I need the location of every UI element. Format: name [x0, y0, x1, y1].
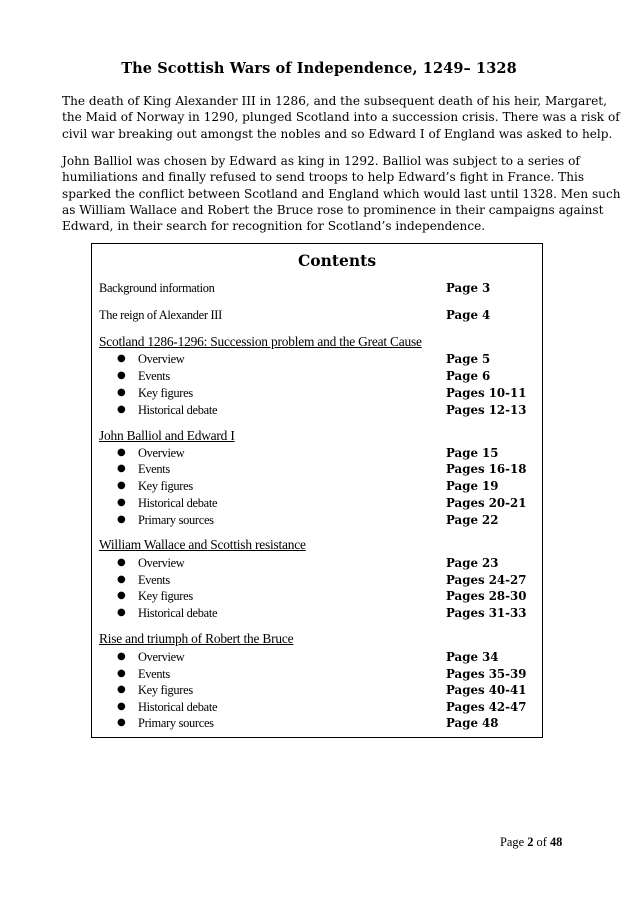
item-page: Pages 31-33	[446, 606, 527, 620]
list-item[interactable]	[92, 402, 542, 418]
list-item[interactable]	[92, 588, 542, 604]
footer-current-page: 2	[527, 835, 534, 849]
paragraph-line: John Balliol was chosen by Edward as king in 1292. Balliol was subject to a series of	[62, 154, 580, 168]
paragraph-line: Edward, in their search for recognition for Scotland’s independence.	[62, 219, 486, 234]
item-page: Pages 40-41	[446, 683, 527, 697]
item-page: Page 34	[446, 650, 499, 664]
item-page: Page 22	[446, 513, 499, 527]
list-item[interactable]	[92, 605, 542, 621]
list-item[interactable]	[92, 385, 542, 401]
item-page: Pages 24-27	[446, 573, 527, 587]
bullet-icon: ●	[117, 651, 126, 662]
item-page: Pages 42-47	[446, 700, 527, 714]
paragraph-line: sparked the conflict between Scotland and England which would last until 1328. Men such	[62, 186, 621, 201]
bullet-icon: ●	[117, 557, 126, 568]
contents-heading: Contents	[297, 251, 377, 270]
list-item[interactable]	[92, 572, 542, 588]
contents-box	[91, 243, 543, 738]
bullet-icon: ●	[117, 514, 126, 525]
list-item[interactable]	[92, 715, 542, 731]
item-label: Overview	[138, 352, 185, 366]
bullet-icon: ●	[117, 463, 126, 474]
list-item[interactable]	[92, 555, 542, 571]
list-item[interactable]	[92, 666, 542, 682]
footer-separator: of	[536, 835, 547, 849]
item-label: Events	[138, 462, 170, 476]
contents-row-page: Page 3	[446, 281, 491, 295]
item-page: Page 6	[446, 369, 491, 383]
bullet-icon: ●	[117, 590, 126, 601]
bullet-icon: ●	[117, 447, 126, 458]
item-label: Overview	[138, 650, 185, 664]
intro-paragraph-2	[62, 153, 621, 234]
list-item[interactable]	[92, 445, 542, 461]
item-label: Historical debate	[138, 496, 218, 510]
item-page: Pages 28-30	[446, 589, 527, 603]
item-label: Primary sources	[138, 513, 214, 527]
paragraph-line: humiliations and finally refused to send troops to help Edward’s fight in France. This	[62, 170, 585, 185]
paragraph-line: The death of King Alexander III in 1286, and the subsequent death of his heir, Margaret,	[62, 94, 607, 108]
list-item[interactable]	[92, 699, 542, 715]
footer-prefix: Page	[500, 835, 525, 849]
list-item[interactable]	[92, 461, 542, 477]
section-title-bruce[interactable]: Rise and triumph of Robert the Bruce	[99, 631, 294, 646]
bullet-icon: ●	[117, 370, 126, 381]
footer-total-pages: 48	[549, 835, 563, 849]
page-footer	[500, 835, 562, 850]
item-label: Key figures	[138, 386, 193, 400]
bullet-icon: ●	[117, 668, 126, 679]
item-page: Page 15	[446, 446, 499, 460]
contents-row-page: Page 4	[446, 308, 491, 322]
bullet-icon: ●	[117, 701, 126, 712]
item-page: Page 5	[446, 352, 491, 366]
item-label: Key figures	[138, 479, 193, 493]
item-label: Events	[138, 369, 170, 383]
item-label: Historical debate	[138, 606, 218, 620]
list-item[interactable]	[92, 478, 542, 494]
item-page: Pages 20-21	[446, 496, 527, 510]
contents-row-label: Background information	[99, 281, 215, 295]
paragraph-line: the Maid of Norway in 1290, plunged Scotland into a succession crisis. There was a risk of	[62, 110, 620, 125]
list-item[interactable]	[92, 512, 542, 528]
item-page: Pages 10-11	[446, 386, 527, 400]
contents-row-reign[interactable]	[92, 307, 542, 323]
list-item[interactable]	[92, 351, 542, 367]
item-label: Overview	[138, 556, 185, 570]
item-page: Pages 16-18	[446, 462, 527, 476]
list-item[interactable]	[92, 368, 542, 384]
bullet-icon: ●	[117, 717, 126, 728]
item-label: Events	[138, 667, 170, 681]
intro-paragraph-1	[62, 93, 620, 142]
paragraph-line: as William Wallace and Robert the Bruce rose to prominence in their campaigns against	[62, 202, 604, 217]
contents-row-label: The reign of Alexander III	[99, 308, 222, 322]
item-label: Key figures	[138, 683, 193, 697]
bullet-icon: ●	[117, 574, 126, 585]
item-page: Page 48	[446, 716, 499, 730]
list-item[interactable]	[92, 682, 542, 698]
item-label: Key figures	[138, 589, 193, 603]
bullet-icon: ●	[117, 480, 126, 491]
document-title: The Scottish Wars of Independence, 1249– 1328	[121, 60, 517, 77]
bullet-icon: ●	[117, 497, 126, 508]
item-page: Page 19	[446, 479, 499, 493]
list-item[interactable]	[92, 495, 542, 511]
item-label: Historical debate	[138, 403, 218, 417]
paragraph-line: civil war breaking out amongst the nobles and so Edward I of England was asked to help.	[62, 126, 613, 141]
item-label: Historical debate	[138, 700, 218, 714]
list-item[interactable]	[92, 649, 542, 665]
item-page: Pages 12-13	[446, 403, 527, 417]
item-label: Events	[138, 573, 170, 587]
section-title-wallace[interactable]: William Wallace and Scottish resistance	[99, 537, 306, 552]
bullet-icon: ●	[117, 684, 126, 695]
section-title-succession[interactable]: Scotland 1286-1296: Succession problem and the Great Cause	[99, 334, 422, 349]
item-label: Primary sources	[138, 716, 214, 730]
item-page: Pages 35-39	[446, 667, 527, 681]
bullet-icon: ●	[117, 353, 126, 364]
item-label: Overview	[138, 446, 185, 460]
section-title-balliol[interactable]: John Balliol and Edward I	[99, 428, 235, 443]
bullet-icon: ●	[117, 404, 126, 415]
bullet-icon: ●	[117, 607, 126, 618]
bullet-icon: ●	[117, 387, 126, 398]
item-page: Page 23	[446, 556, 499, 570]
contents-row-background[interactable]	[92, 280, 542, 296]
